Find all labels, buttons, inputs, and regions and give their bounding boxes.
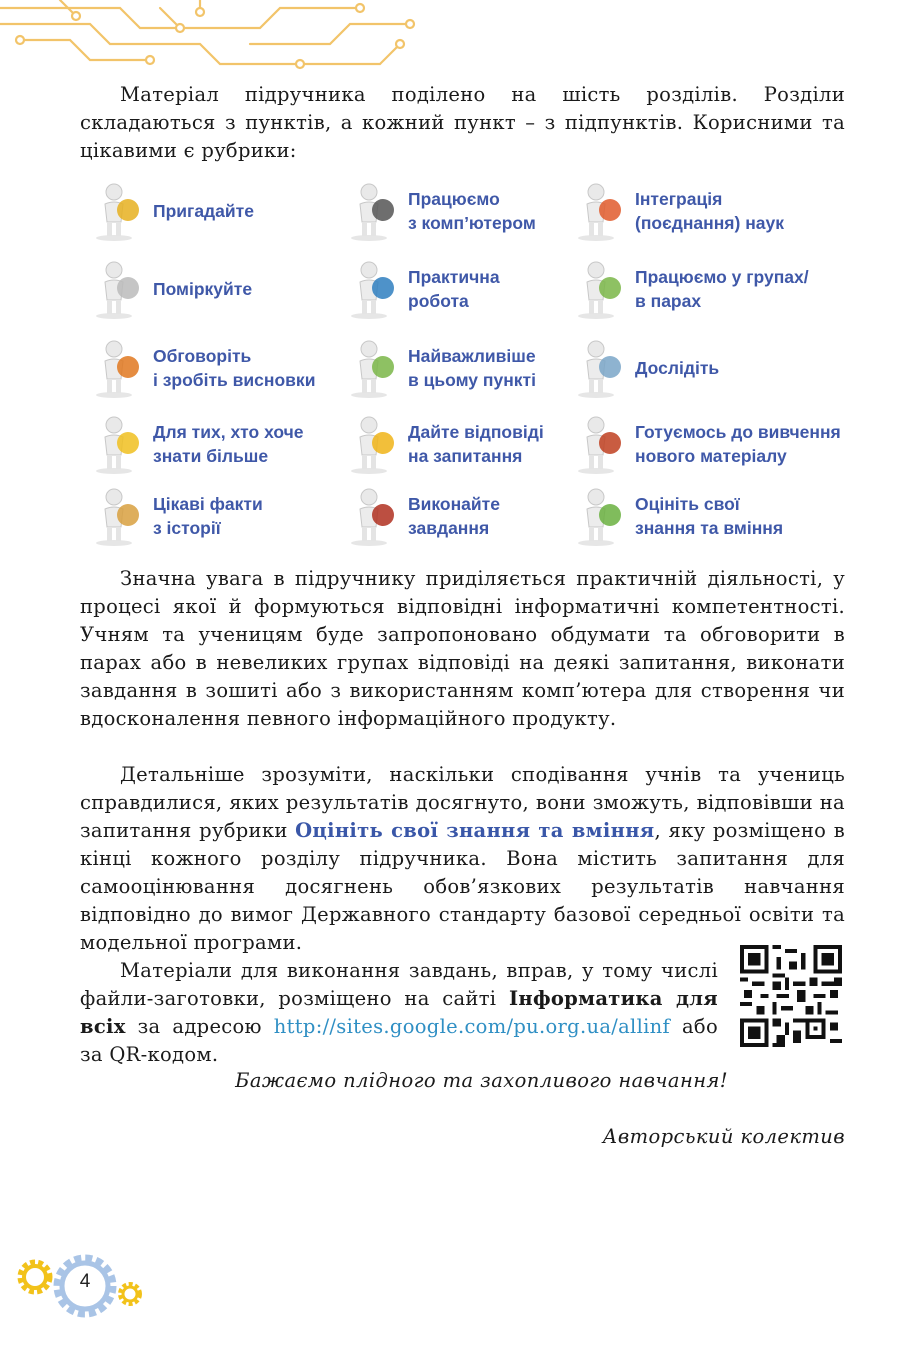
books-stack-icon <box>567 413 625 475</box>
rubric-label: Дайте відповіді на запитання <box>408 422 544 466</box>
rubric-highlight: Оцініть свої знання та вміння <box>295 819 655 842</box>
laptop-figure-icon <box>340 180 398 242</box>
rubric-label: Поміркуйте <box>153 279 253 299</box>
discussion-figures-icon <box>85 337 143 399</box>
rubric-label: Інтеграція (поєднання) наук <box>635 189 784 233</box>
page-number: 4 <box>79 1271 91 1292</box>
rubric-item <box>85 180 254 242</box>
scroll-figure-icon <box>85 485 143 547</box>
qr-code[interactable] <box>740 945 842 1047</box>
rubric-label: Цікаві факти з історії <box>153 494 263 538</box>
book-figure-icon <box>85 180 143 242</box>
rubric-label: Оцініть свої знання та вміння <box>635 494 784 538</box>
rubric-label: Виконайте завдання <box>408 494 500 538</box>
materials-paragraph: Матеріали для виконання завдань, вправ, у тому числі файли-заготовки, розміщено на сайті Інформатика для всіх за адресою http://sites.google.com/pu.org.ua/allinf або за QR-кодом. <box>80 959 719 1066</box>
rubric-item <box>340 180 536 242</box>
rubric-item <box>567 485 783 547</box>
rubric-item <box>567 413 841 475</box>
briefcase-figure-icon <box>340 485 398 547</box>
authors-signature: Авторський колектив <box>602 1125 845 1148</box>
intro-paragraph: Матеріал підручника поділено на шість розділів. Розділи складаються з пунктів, а кожний пункт – з підпунктів. Корисними та цікавими є рубрики: <box>80 83 845 162</box>
rubric-label: Готуємось до вивчення нового матеріалу <box>635 422 841 466</box>
rubric-label: Практична робота <box>408 267 500 311</box>
closing-wish: Бажаємо плідного та захопливого навчання! <box>235 1069 728 1092</box>
magnifier-icon <box>567 337 625 399</box>
self-assessment-paragraph: Детальніше зрозуміти, наскільки сподівання учнів та учениць справдилися, яких результатів досягнуто, вони зможуть, відповівши на запитання рубрики Оцініть свої знання та вміння, яку розміщено в кінці кожного розділу підручника. Вона містить запитання для самооцінювання досягнень обов’язкових результатів навчання відповідно до вимог Державного стандарту базової середньої освіти та модельної програми. <box>80 763 845 954</box>
rubric-label: Обговоріть і зробіть висновки <box>153 346 316 390</box>
site-name: Інформатика для всіх <box>80 987 719 1038</box>
rubric-label: Найважливіше в цьому пункті <box>408 346 536 390</box>
thinking-figure-icon <box>85 258 143 320</box>
rubric-item <box>85 337 315 399</box>
globe-headphones-icon <box>340 258 398 320</box>
smiley-figure-icon <box>567 485 625 547</box>
rubric-item <box>85 258 252 320</box>
rubric-item <box>567 180 784 242</box>
puzzle-wheel-icon <box>567 180 625 242</box>
rubric-label: Пригадайте <box>153 201 254 221</box>
rubric-item <box>340 485 500 547</box>
rubric-item <box>85 485 263 547</box>
rubric-item <box>567 337 719 399</box>
rubric-item <box>567 258 809 320</box>
puzzle-group-icon <box>567 258 625 320</box>
rubric-item <box>340 337 536 399</box>
circuit-decoration <box>0 0 430 70</box>
rubric-item <box>85 413 304 475</box>
site-url-link[interactable]: http://sites.google.com/pu.org.ua/allinf <box>273 1015 671 1038</box>
rubric-item <box>340 258 500 320</box>
rubric-label: Працюємо з комп’ютером <box>408 189 536 233</box>
practice-paragraph: Значна увага в підручнику приділяється практичній діяльності, у процесі якої й формуються відповідні інформатичні компетентності. Учням та ученицям буде запропоновано обдумати та обговорити в парах або в невеликих групах відповіді на деякі запитання, виконати завдання в зошиті або з використанням комп’ютера для створення чи вдосконалення певного інформаційного продукту. <box>80 567 845 730</box>
rubric-item <box>340 413 544 475</box>
rubric-label: Дослідіть <box>635 358 720 378</box>
exclamation-icon <box>340 337 398 399</box>
rubric-label: Працюємо у групах/ в парах <box>635 267 809 311</box>
rubric-label: Для тих, хто хоче знати більше <box>153 422 304 466</box>
lightbulb-figure-icon <box>85 413 143 475</box>
question-mark-icon <box>340 413 398 475</box>
